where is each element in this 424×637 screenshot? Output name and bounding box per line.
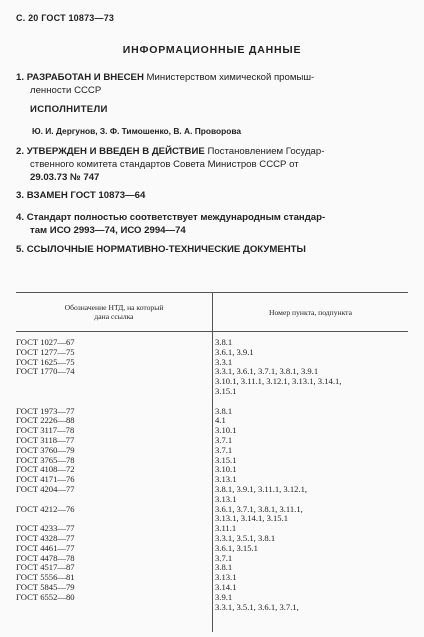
section-number: 4. [16, 212, 25, 223]
table-cell-points: 3.13.1 [215, 493, 237, 504]
table-cell-doc: ГОСТ 5845—79 [16, 582, 75, 592]
section-text: там ИСО 2993—74, ИСО 2994—74 [30, 225, 186, 236]
table-cell-doc: ГОСТ 4108—72 [16, 464, 75, 475]
executors-heading: ИСПОЛНИТЕЛИ [30, 104, 108, 115]
table-row [16, 415, 416, 425]
page-header: С. 20 ГОСТ 10873—73 [16, 13, 115, 23]
table-cell-points: 3.10.1 [215, 425, 237, 436]
executors-names: Ю. И. Дергунов, З. Ф. Тимошенко, В. А. Проворова [32, 126, 242, 136]
table-cell-points: 3.8.1 [215, 337, 233, 347]
table-cell-points: 3.13.1, 3.14.1, 3.15.1 [215, 513, 289, 524]
section-heading: УТВЕРЖДЕН И ВВЕДЕН В ДЕЙСТВИЕ [26, 146, 205, 157]
table-row [16, 533, 416, 543]
table-row [16, 513, 416, 523]
section-2 [16, 145, 412, 184]
table-row [16, 582, 416, 592]
table-cell-points: 3.8.1, 3.9.1, 3.11.1, 3.12.1, [215, 484, 308, 494]
section-text: Министерством химической промыш- [146, 72, 315, 83]
table-cell-points: 3.7.1 [215, 435, 233, 445]
table-cell-points: 3.6.1, 3.7.1, 3.8.1, 3.11.1, [215, 503, 303, 514]
table-cell-doc: ГОСТ 4233—77 [16, 523, 75, 534]
section-heading: РАЗРАБОТАН И ВНЕСЕН [26, 72, 144, 83]
table-cell-points: 3.3.1, 3.5.1, 3.8.1 [215, 533, 276, 543]
table-cell-doc: ГОСТ 2226—88 [16, 415, 75, 426]
table-cell-points: 3.3.1 [215, 356, 233, 367]
table-cell-doc: ГОСТ 3765—78 [16, 454, 75, 465]
table-cell-points: 3.10.1 [215, 464, 237, 475]
column-header-doc [16, 293, 213, 331]
section-text: Стандарт полностью соответствует международным стандар- [26, 212, 326, 223]
table-cell-doc: ГОСТ 3760—79 [16, 444, 75, 455]
table-cell-points: 3.15.1 [215, 386, 237, 396]
table-cell-doc: ГОСТ 5556—81 [16, 572, 75, 583]
section-title: ИНФОРМАЦИОННЫЕ ДАННЫЕ [122, 44, 302, 56]
section-4 [16, 211, 412, 237]
table-cell-points: 3.3.1, 3.5.1, 3.6.1, 3.7.1, [215, 601, 299, 612]
table-row [16, 347, 416, 357]
section-text: 29.03.73 № 747 [30, 172, 100, 183]
section-text: ВЗАМЕН ГОСТ 10873—64 [26, 190, 146, 201]
table-cell-doc: ГОСТ 4461—77 [16, 542, 75, 553]
table-cell-doc: ГОСТ 3117—78 [16, 425, 75, 436]
section-number: 1. [16, 72, 25, 83]
table-cell-doc: ГОСТ 4204—77 [16, 484, 75, 494]
table-cell-points: 3.15.1 [215, 454, 237, 465]
table-row [16, 602, 416, 612]
table-row [16, 464, 416, 474]
column-header-points: Номер пункта, подпункта [269, 307, 352, 317]
table-cell-doc: ГОСТ 1277—75 [16, 346, 75, 357]
table-cell-points: 4.1 [215, 415, 226, 426]
table-cell-points: 3.10.1, 3.11.1, 3.12.1, 3.13.1, 3.14.1, [215, 376, 342, 387]
table-row [16, 337, 416, 347]
table-cell-doc: ГОСТ 4171—76 [16, 474, 75, 485]
table-row [16, 523, 416, 533]
table-row [16, 572, 416, 582]
section-text: ССЫЛОЧНЫЕ НОРМАТИВНО-ТЕХНИЧЕСКИЕ ДОКУМЕНТЫ [26, 244, 306, 255]
table-cell-points: 3.8.1 [215, 562, 233, 573]
table-cell-points: 3.13.1 [215, 474, 237, 485]
table-cell-points: 3.9.1 [215, 591, 233, 602]
table-row [16, 494, 416, 504]
section-3 [16, 189, 412, 202]
table-row [16, 435, 416, 445]
table-cell-points: 3.14.1 [215, 582, 237, 592]
section-1 [16, 71, 412, 97]
table-cell-doc: ГОСТ 1770—74 [16, 366, 75, 377]
table-row [16, 553, 416, 563]
table-row [16, 386, 416, 396]
table-cell-doc: ГОСТ 6552—80 [16, 591, 75, 602]
section-text: ственного комитета стандартов Совета Министров СССР от [30, 159, 299, 170]
table-row [16, 376, 416, 386]
table-header [16, 292, 408, 332]
table-cell-points: 3.6.1, 3.15.1 [215, 542, 258, 553]
section-number: 5. [16, 244, 25, 255]
table-cell-points: 3.8.1 [215, 405, 233, 416]
column-header-line: Обозначение НТД, на который [64, 303, 164, 312]
table-row [16, 396, 416, 406]
table-cell-doc: ГОСТ 1625—75 [16, 356, 75, 367]
table-cell-points: 3.13.1 [215, 572, 237, 583]
table-row [16, 474, 416, 484]
table-row [16, 366, 416, 376]
table-row [16, 504, 416, 514]
table-row [16, 562, 416, 572]
section-number: 2. [16, 146, 25, 157]
table-row [16, 406, 416, 416]
table-cell-doc: ГОСТ 4478—78 [16, 552, 75, 563]
table-cell-points: 3.6.1, 3.9.1 [215, 346, 254, 357]
column-header-line: дана ссылка [94, 312, 134, 321]
table-row [16, 445, 416, 455]
table-row [16, 357, 416, 367]
table-cell-points: 3.7.1 [215, 444, 233, 455]
table-cell-doc: ГОСТ 1027—67 [16, 337, 75, 347]
table-row [16, 484, 416, 494]
table-row [16, 425, 416, 435]
section-text: Постановлением Государ- [207, 146, 325, 157]
table-cell-doc: ГОСТ 4517—87 [16, 562, 75, 573]
section-5 [16, 243, 412, 256]
table-cell-points: 3.7.1 [215, 552, 233, 563]
table-cell-points: 3.3.1, 3.6.1, 3.7.1, 3.8.1, 3.9.1 [215, 366, 319, 377]
table-cell-points: 3.11.1 [215, 523, 237, 534]
table-row [16, 455, 416, 465]
table-cell-doc: ГОСТ 1973—77 [16, 405, 75, 416]
table-cell-doc: ГОСТ 4328—77 [16, 533, 75, 543]
table-cell-doc: ГОСТ 3118—77 [16, 435, 75, 445]
table-row [16, 592, 416, 602]
table-row [16, 543, 416, 553]
section-number: 3. [16, 190, 25, 201]
section-text: ленности СССР [30, 85, 102, 96]
table-cell-doc: ГОСТ 4212—76 [16, 503, 75, 514]
